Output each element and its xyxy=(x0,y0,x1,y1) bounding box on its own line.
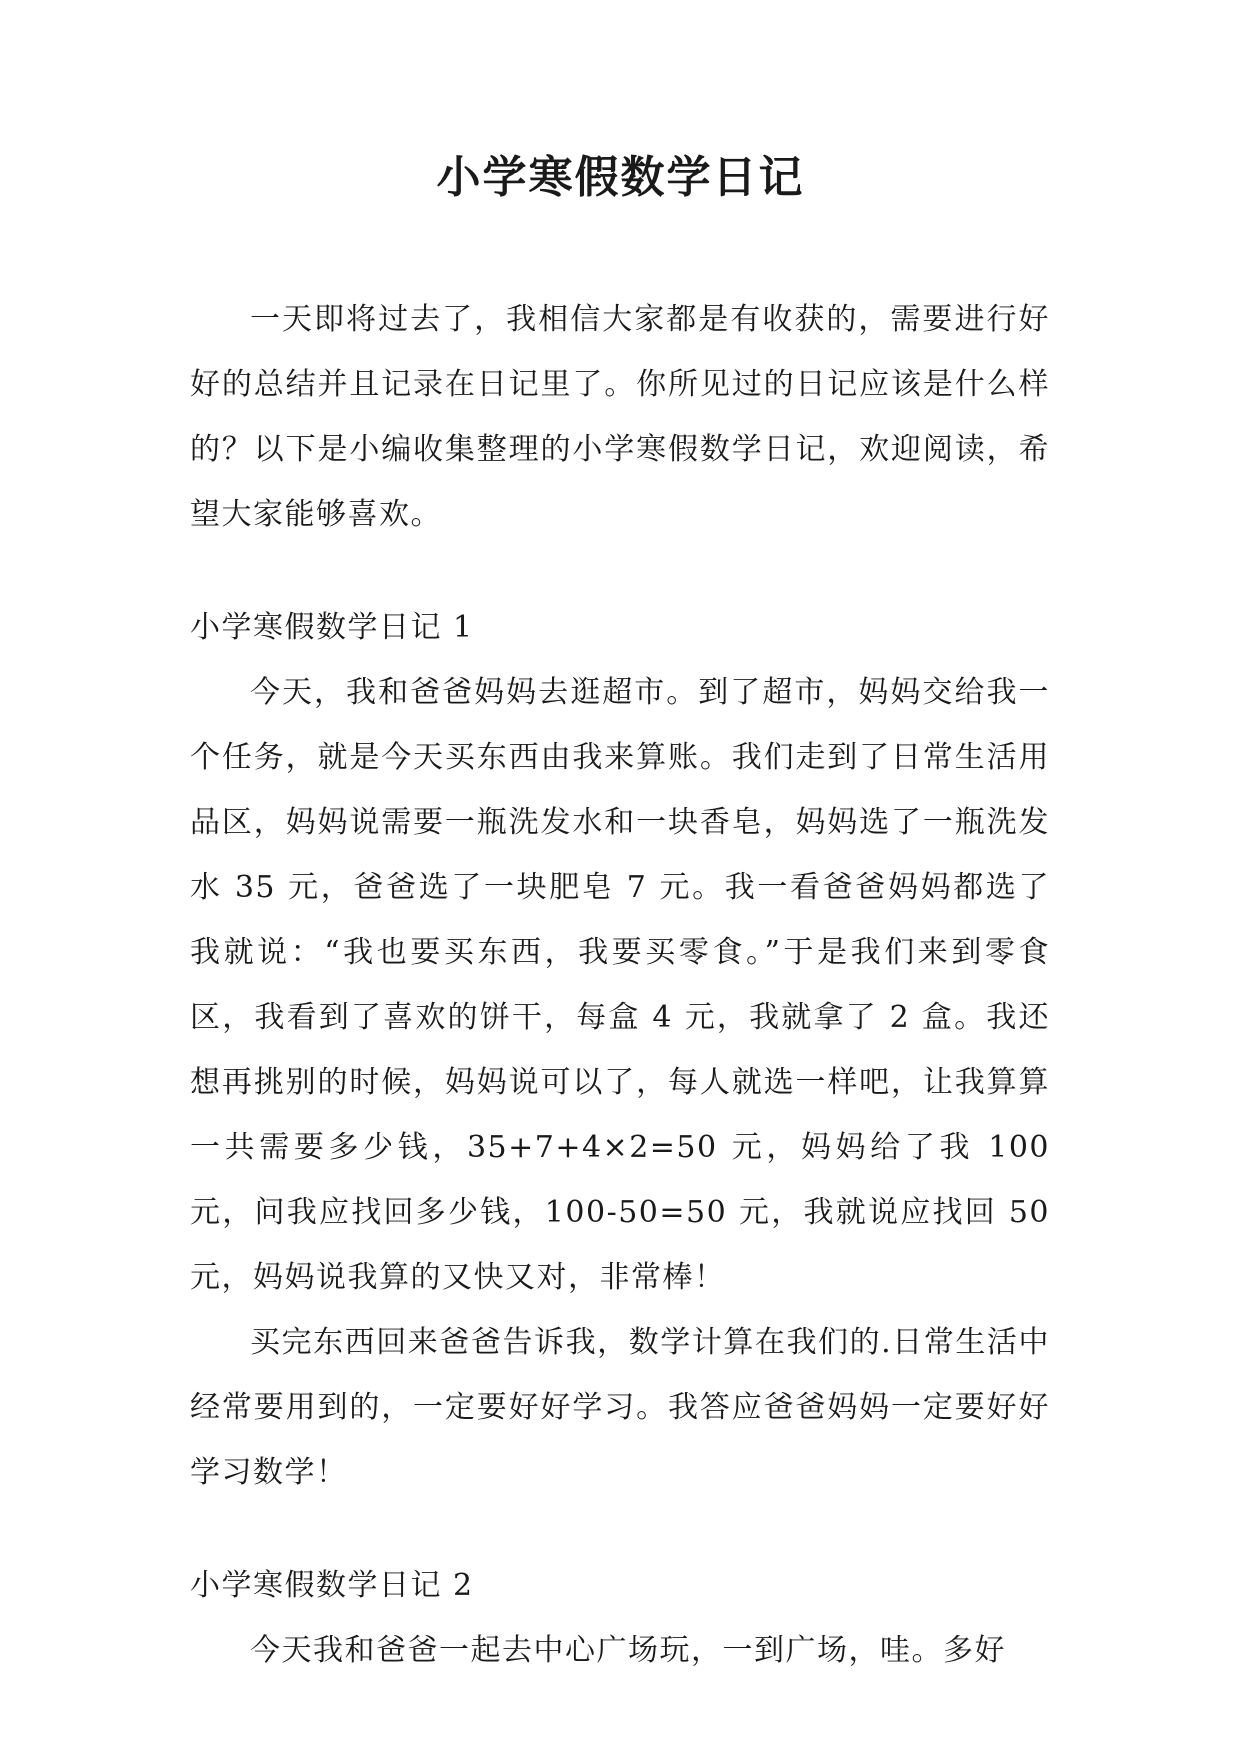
diary-section-1 xyxy=(190,595,1050,1505)
section-spacer xyxy=(190,547,1050,595)
section-heading: 小学寒假数学日记 1 xyxy=(190,610,474,645)
body-paragraph: 今天我和爸爸一起去中心广场玩，一到广场，哇。多好 xyxy=(250,1633,1006,1668)
section-heading: 小学寒假数学日记 2 xyxy=(190,1568,474,1603)
document-title: 小学寒假数学日记 xyxy=(436,152,805,203)
body-paragraph: 买完东西回来爸爸告诉我，数学计算在我们的.日常生活中经常要用到的，一定要好好学习。我答应爸爸妈妈一定要好好学习数学！ xyxy=(190,1325,1050,1490)
section-spacer xyxy=(190,1505,1050,1553)
intro-paragraph: 一天即将过去了，我相信大家都是有收获的，需要进行好好的总结并且记录在日记里了。你所见过的日记应该是什么样的？以下是小编收集整理的小学寒假数学日记，欢迎阅读，希望大家能够喜欢。 xyxy=(190,302,1050,532)
document-body xyxy=(190,287,1050,1683)
body-paragraph: 今天，我和爸爸妈妈去逛超市。到了超市，妈妈交给我一个任务，就是今天买东西由我来算账。我们走到了日常生活用品区，妈妈说需要一瓶洗发水和一块香皂，妈妈选了一瓶洗发水 35 元，爸爸选了一块肥皂 7 元。我一看爸爸妈妈都选了我就说：“我也要买东西，我要买零食。”于是我们来到零食区，我看到了喜欢的饼干，每盒 4 元，我就拿了 2 盒。我还想再挑别的时候，妈妈说可以了，每人就选一样吧，让我算算一共需要多少钱，35+7+4×2=50 元，妈妈给了我 100 元，问我应找回多少钱，100-50=50 元，我就说应找回 50 元，妈妈说我算的又快又对，非常棒！ xyxy=(190,675,1050,1295)
diary-section-2 xyxy=(190,1553,1050,1683)
